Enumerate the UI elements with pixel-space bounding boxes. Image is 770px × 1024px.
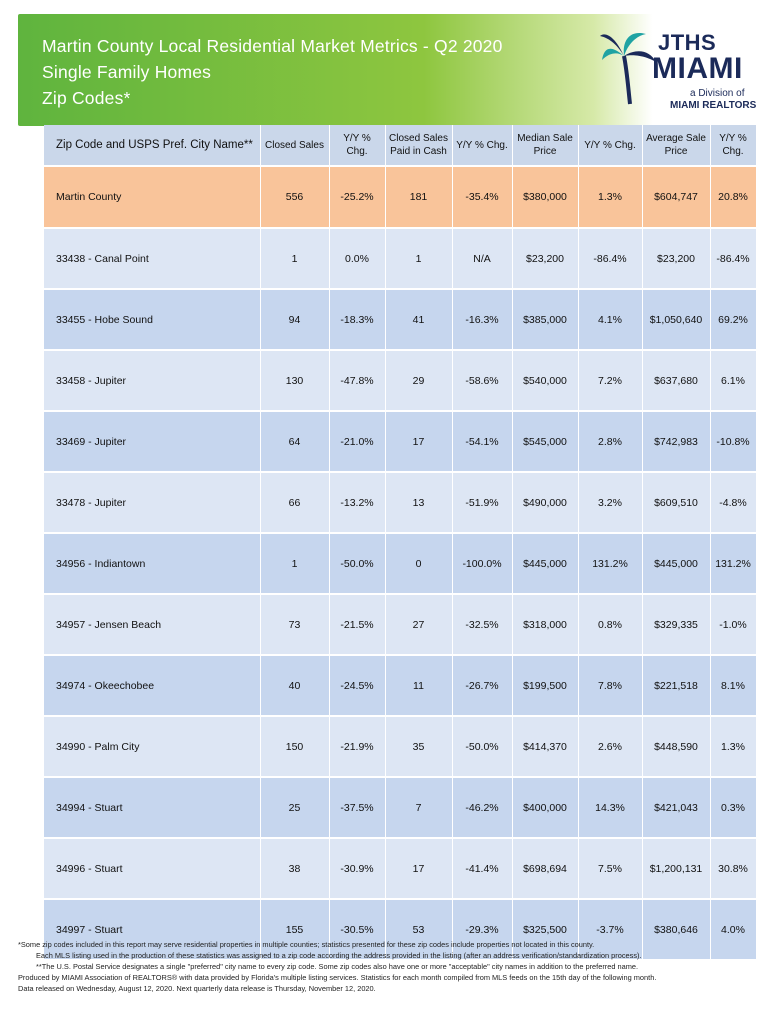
metric-cell: -35.4%: [452, 166, 512, 228]
metric-cell: $400,000: [512, 777, 578, 838]
column-header: Zip Code and USPS Pref. City Name**: [44, 125, 260, 166]
metric-cell: -13.2%: [329, 472, 385, 533]
metric-cell: $380,646: [642, 899, 710, 959]
metric-cell: 1.3%: [578, 166, 642, 228]
metric-cell: -86.4%: [710, 228, 756, 289]
metric-cell: -41.4%: [452, 838, 512, 899]
metric-cell: -18.3%: [329, 289, 385, 350]
metric-cell: 131.2%: [710, 533, 756, 594]
column-header: Y/Y % Chg.: [578, 125, 642, 166]
table-row: [44, 777, 756, 838]
metric-cell: 2.6%: [578, 716, 642, 777]
page-subtitle: Single Family Homes: [42, 62, 212, 82]
table-row: [44, 716, 756, 777]
metric-cell: 35: [385, 716, 452, 777]
zip-city-cell: 34956 - Indiantown: [44, 533, 260, 594]
column-header: Average Sale Price: [642, 125, 710, 166]
zip-city-cell: 33455 - Hobe Sound: [44, 289, 260, 350]
metric-cell: 25: [260, 777, 329, 838]
metric-cell: -21.5%: [329, 594, 385, 655]
metric-cell: -37.5%: [329, 777, 385, 838]
table-row: [44, 655, 756, 716]
metric-cell: N/A: [452, 228, 512, 289]
metric-cell: -47.8%: [329, 350, 385, 411]
metric-cell: $448,590: [642, 716, 710, 777]
table-row: [44, 350, 756, 411]
metric-cell: -30.9%: [329, 838, 385, 899]
zip-city-cell: 33478 - Jupiter: [44, 472, 260, 533]
metric-cell: 17: [385, 411, 452, 472]
metric-cell: 130: [260, 350, 329, 411]
metric-cell: $325,500: [512, 899, 578, 959]
metric-cell: 69.2%: [710, 289, 756, 350]
metric-cell: $1,050,640: [642, 289, 710, 350]
metric-cell: 2.8%: [578, 411, 642, 472]
column-header: Median Sale Price: [512, 125, 578, 166]
metric-cell: 20.8%: [710, 166, 756, 228]
column-header: Y/Y % Chg.: [329, 125, 385, 166]
zip-city-cell: 34994 - Stuart: [44, 777, 260, 838]
metric-cell: -54.1%: [452, 411, 512, 472]
footnote-release-dates: Data released on Wednesday, August 12, 2020. Next quarterly data release is Thursday, November 12, 2020.: [18, 984, 376, 993]
logo-text-miami: MIAMI: [652, 52, 743, 85]
metric-cell: 64: [260, 411, 329, 472]
metric-cell: 155: [260, 899, 329, 959]
metric-cell: $445,000: [512, 533, 578, 594]
metric-cell: $545,000: [512, 411, 578, 472]
metric-cell: -1.0%: [710, 594, 756, 655]
metric-cell: 29: [385, 350, 452, 411]
metric-cell: $637,680: [642, 350, 710, 411]
metric-cell: $490,000: [512, 472, 578, 533]
metric-cell: -30.5%: [329, 899, 385, 959]
metric-cell: 1: [260, 533, 329, 594]
metric-cell: 8.1%: [710, 655, 756, 716]
metric-cell: $318,000: [512, 594, 578, 655]
metric-cell: 0.0%: [329, 228, 385, 289]
metric-cell: 1: [260, 228, 329, 289]
metric-cell: 0.3%: [710, 777, 756, 838]
metric-cell: $221,518: [642, 655, 710, 716]
zip-city-cell: 33438 - Canal Point: [44, 228, 260, 289]
zip-city-cell: 34996 - Stuart: [44, 838, 260, 899]
jths-miami-logo: [600, 24, 760, 112]
metric-cell: 14.3%: [578, 777, 642, 838]
metric-cell: 27: [385, 594, 452, 655]
metric-cell: 3.2%: [578, 472, 642, 533]
zip-city-cell: 33469 - Jupiter: [44, 411, 260, 472]
zip-city-cell: Martin County: [44, 166, 260, 228]
zip-city-cell: 34997 - Stuart: [44, 899, 260, 959]
metric-cell: 13: [385, 472, 452, 533]
logo-text-realtors: MIAMI REALTORS: [670, 100, 757, 111]
metric-cell: 7.5%: [578, 838, 642, 899]
metric-cell: 53: [385, 899, 452, 959]
metric-cell: -16.3%: [452, 289, 512, 350]
metric-cell: 7.8%: [578, 655, 642, 716]
metric-cell: 0: [385, 533, 452, 594]
market-metrics-table: [44, 125, 757, 959]
metric-cell: 1: [385, 228, 452, 289]
palm-tree-logo-icon: [600, 26, 660, 106]
metric-cell: 556: [260, 166, 329, 228]
zip-city-cell: 34990 - Palm City: [44, 716, 260, 777]
metric-cell: -86.4%: [578, 228, 642, 289]
metric-cell: $421,043: [642, 777, 710, 838]
metric-cell: $540,000: [512, 350, 578, 411]
metric-cell: 150: [260, 716, 329, 777]
footnote-produced-by: Produced by MIAMI Association of REALTORS® with data provided by Florida's multiple listing services. Statistics for each month compiled from MLS feeds on the 15th day of the following month.: [18, 973, 657, 982]
metric-cell: 7.2%: [578, 350, 642, 411]
logo-text-jths: JTHS: [658, 30, 717, 55]
metric-cell: $698,694: [512, 838, 578, 899]
footnote-mls: Each MLS listing used in the production of these statistics was assigned to a zip code according the address provided in the listing (after an address verification/standardization process).: [36, 951, 642, 960]
metric-cell: 6.1%: [710, 350, 756, 411]
metric-cell: $329,335: [642, 594, 710, 655]
metric-cell: $1,200,131: [642, 838, 710, 899]
metric-cell: 66: [260, 472, 329, 533]
metric-cell: $23,200: [642, 228, 710, 289]
table-row: [44, 289, 756, 350]
metric-cell: $414,370: [512, 716, 578, 777]
metric-cell: $742,983: [642, 411, 710, 472]
metric-cell: -100.0%: [452, 533, 512, 594]
metric-cell: -25.2%: [329, 166, 385, 228]
zip-city-cell: 33458 - Jupiter: [44, 350, 260, 411]
metric-cell: -3.7%: [578, 899, 642, 959]
metric-cell: -50.0%: [329, 533, 385, 594]
metric-cell: 94: [260, 289, 329, 350]
metric-cell: 11: [385, 655, 452, 716]
footnote-usps: **The U.S. Postal Service designates a single "preferred" city name to every zip code. Some zip codes also have one or more "acceptable" city names in addition to the preferred name.: [36, 962, 639, 971]
metric-cell: -4.8%: [710, 472, 756, 533]
table-row: [44, 228, 756, 289]
table-row: [44, 533, 756, 594]
metric-cell: -21.9%: [329, 716, 385, 777]
metric-cell: $380,000: [512, 166, 578, 228]
metric-cell: $23,200: [512, 228, 578, 289]
metric-cell: -51.9%: [452, 472, 512, 533]
metric-cell: 38: [260, 838, 329, 899]
metric-cell: -29.3%: [452, 899, 512, 959]
footnote-zip-codes: *Some zip codes included in this report may serve residential properties in multiple counties; statistics presented for these zip codes include properties not located in this county.: [18, 940, 595, 949]
page-title: Martin County Local Residential Market Metrics - Q2 2020: [42, 36, 503, 56]
metric-cell: -10.8%: [710, 411, 756, 472]
metric-cell: 41: [385, 289, 452, 350]
metric-cell: -32.5%: [452, 594, 512, 655]
metric-cell: 73: [260, 594, 329, 655]
column-header: Closed Sales Paid in Cash: [385, 125, 452, 166]
table-row-county-total: [44, 166, 756, 228]
zip-city-cell: 34974 - Okeechobee: [44, 655, 260, 716]
zip-city-cell: 34957 - Jensen Beach: [44, 594, 260, 655]
metric-cell: -50.0%: [452, 716, 512, 777]
column-header: Y/Y % Chg.: [710, 125, 756, 166]
metric-cell: $609,510: [642, 472, 710, 533]
metric-cell: 131.2%: [578, 533, 642, 594]
metric-cell: 181: [385, 166, 452, 228]
metric-cell: -26.7%: [452, 655, 512, 716]
metric-cell: $199,500: [512, 655, 578, 716]
column-header: Y/Y % Chg.: [452, 125, 512, 166]
metric-cell: 40: [260, 655, 329, 716]
metric-cell: $445,000: [642, 533, 710, 594]
table-row: [44, 594, 756, 655]
metric-cell: -21.0%: [329, 411, 385, 472]
metric-cell: 0.8%: [578, 594, 642, 655]
page-subtitle-zip: Zip Codes*: [42, 88, 131, 108]
metric-cell: -58.6%: [452, 350, 512, 411]
metric-cell: 4.1%: [578, 289, 642, 350]
metric-cell: 4.0%: [710, 899, 756, 959]
metric-cell: -46.2%: [452, 777, 512, 838]
metric-cell: 17: [385, 838, 452, 899]
table-row: [44, 838, 756, 899]
logo-text-division: a Division of: [690, 88, 745, 99]
metric-cell: 7: [385, 777, 452, 838]
table-row: [44, 411, 756, 472]
column-header: Closed Sales: [260, 125, 329, 166]
metric-cell: $385,000: [512, 289, 578, 350]
metric-cell: $604,747: [642, 166, 710, 228]
table-header-row: [44, 125, 756, 166]
metric-cell: 30.8%: [710, 838, 756, 899]
metric-cell: -24.5%: [329, 655, 385, 716]
metric-cell: 1.3%: [710, 716, 756, 777]
table-row: [44, 472, 756, 533]
